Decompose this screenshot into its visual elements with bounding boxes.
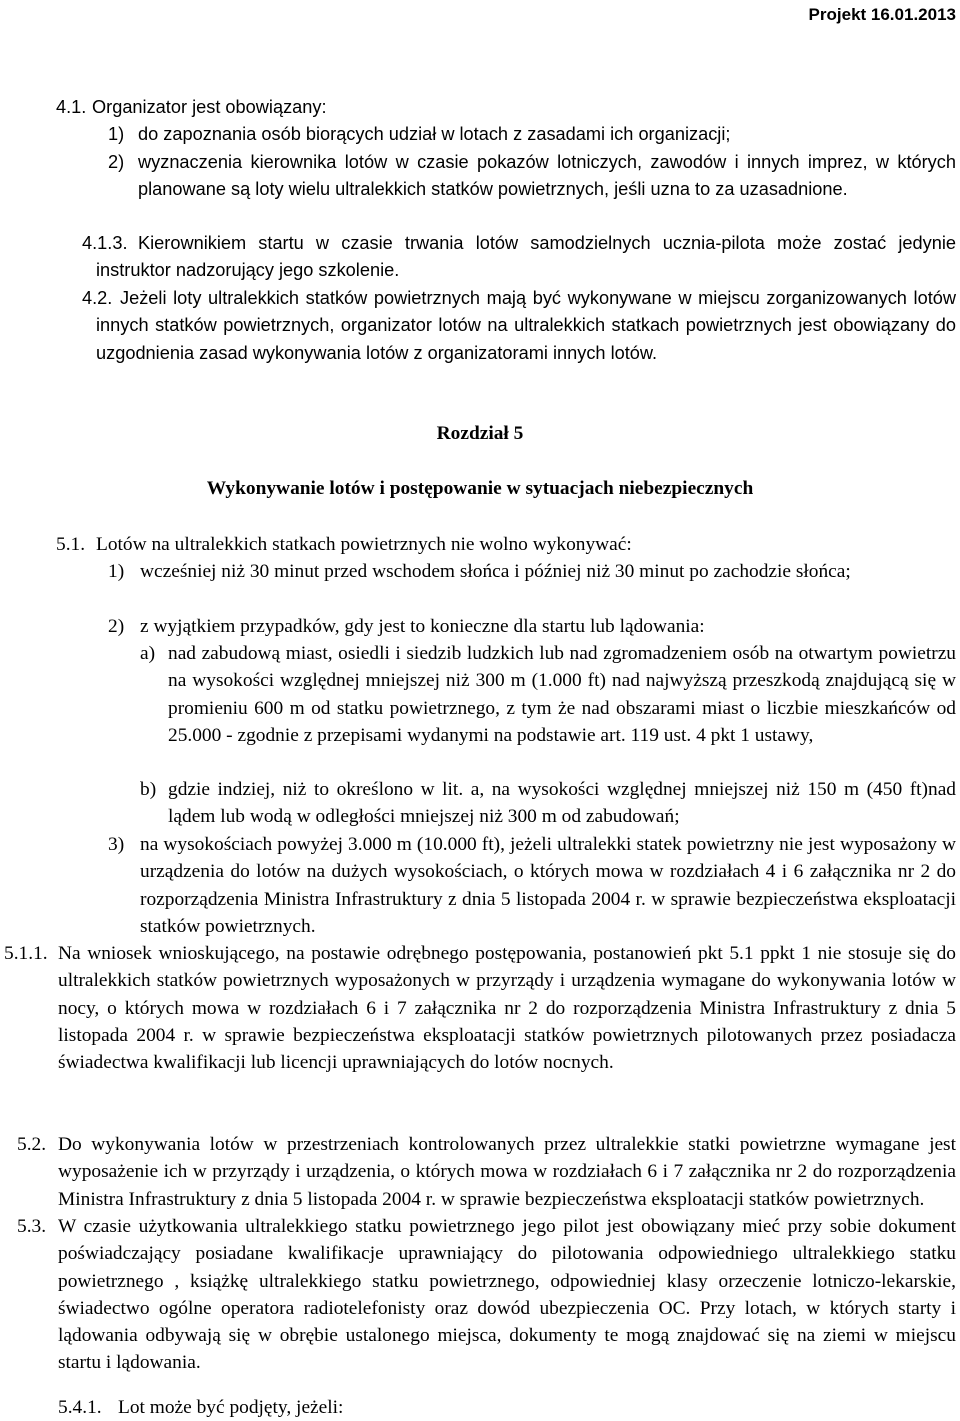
- section-5-1-item-a: nad zabudową miast, osiedli i siedzib ludzkich lub nad zgromadzeniem osób na otwartym powietrzu na wysokości względnej mniejszej niż 300 m (1.000 ft) nad najwyższą przeszkodą znajdującą się w promieniu 600 m od statku powietrznego, z tym że nad obszarami miast o liczbie mieszkańców od 25.000 - zgodnie z przepisami wydanymi na podstawie art. 119 ust. 4 pkt 1 ustawy,: [168, 643, 956, 746]
- section-5-1-item-3-number: 3): [108, 834, 125, 855]
- section-5-1-item-1-number: 1): [108, 561, 125, 582]
- project-header: Projekt 16.01.2013: [808, 5, 956, 24]
- section-5-1-item-1: wcześniej niż 30 minut przed wschodem słońca i później niż 30 minut po zachodzie słońca;: [140, 561, 851, 582]
- section-4-1-3-text: Kierownikiem startu w czasie trwania lotów samodzielnych ucznia-pilota może zostać jedynie instruktor nadzorujący jego szkolenie.: [96, 233, 956, 281]
- section-5-1-item-3: na wysokościach powyżej 3.000 m (10.000 ft), jeżeli ultralekki statek powietrzny nie jest wyposażony w urządzenia do lotów na dużych wysokościach, o których mowa w rozdziałach 4 i 6 załącznika nr 2 do rozporządzenia Ministra Infrastruktury z dnia 5 listopada 2004 r. w sprawie bezpieczeństwa eksploatacji statków powietrznych.: [140, 834, 956, 937]
- section-5-1-number: 5.1.: [56, 534, 86, 555]
- section-5-1-1-text: Na wniosek wnioskującego, na postawie odrębnego postępowania, postanowień pkt 5.1 ppkt 1 nie stosuje się do ultralekkich statków powietrznych wyposażonych w przyrządy i urządzenia wymagane do wykonywania lotów w nocy, o których mowa w rozdziałach 6 i 7 załącznika nr 2 do rozporządzenia Ministra Infrastruktury z dnia 5 listopada 2004 r. w sprawie bezpieczeństwa eksploatacji statków powietrznych pilotowanych przez posiadacza świadectwa kwalifikacji lub licencji uprawniających do lotów nocnych.: [58, 943, 956, 1074]
- section-5-1-item-b-number: b): [140, 779, 157, 800]
- section-5-4-1-number: 5.4.1.: [58, 1397, 102, 1418]
- section-4-2-text: Jeżeli loty ultralekkich statków powietrznych mają być wykonywane w miejscu zorganizowanych lotów innych statków powietrznych, organizator lotów na ultralekkich statkach powietrznych jest obowiązany do uzgodnienia zasad wykonywania lotów z organizatorami innych lotów.: [96, 288, 956, 363]
- section-4-1-item-2: wyznaczenia kierownika lotów w czasie pokazów lotniczych, zawodów i innych imprez, w których planowane są loty wielu ultralekkich statków powietrznych, jeśli uzna to za uzasadnione.: [138, 152, 956, 200]
- section-5-1-item-a-number: a): [140, 643, 156, 664]
- section-5-2-text: Do wykonywania lotów w przestrzeniach kontrolowanych przez ultralekkie statki powietrzne wymagane jest wyposażenie ich w przyrządy i urządzenia, o których mowa w rozdziałach 6 i 7 załącznika nr 2 do rozporządzenia Ministra Infrastruktury z dnia 5 listopada 2004 r. w sprawie bezpieczeństwa eksploatacji statków powietrznych.: [58, 1134, 956, 1210]
- section-5-4-1-text: Lot może być podjęty, jeżeli:: [118, 1397, 344, 1418]
- section-5-1-item-2-number: 2): [108, 616, 125, 637]
- section-5-1-intro: Lotów na ultralekkich statkach powietrznych nie wolno wykonywać:: [96, 534, 632, 555]
- section-4-1-number: 4.1.: [56, 97, 87, 117]
- section-5-1-item-2: z wyjątkiem przypadków, gdy jest to konieczne dla startu lub lądowania:: [140, 616, 705, 637]
- section-4-1-item-1: do zapoznania osób biorących udział w lotach z zasadami ich organizacji;: [138, 124, 731, 144]
- section-5-1-1-number: 5.1.1.: [4, 943, 48, 964]
- section-5-3-text: W czasie użytkowania ultralekkiego statku powietrznego jego pilot jest obowiązany mieć przy sobie dokument poświadczający posiadane kwalifikacje uprawniający do pilotowania odpowiedniego ultralekkiego statku powietrznego , książkę ultralekkiego statku powietrznego, odpowiedniej klasy orzeczenie lotniczo-lekarskie, świadectwo ogólne operatora radiotelefonisty oraz dowód ubezpieczenia OC. Przy lotach, w których starty i lądowania odbywają się w obrębie ustalonego miejsca, dokumenty te mogą znajdować się na ziemi w miejscu startu i lądowania.: [58, 1216, 956, 1374]
- section-4-2-number: 4.2.: [82, 288, 113, 308]
- section-4-1-item-2-number: 2): [108, 152, 125, 172]
- section-5-3-number: 5.3.: [17, 1216, 47, 1237]
- section-5-1-item-b: gdzie indziej, niż to określono w lit. a, na wysokości względnej mniejszej niż 150 m (450 ft)nad lądem lub wodą w odległości mniejszej niż 300 m od zabudowań;: [168, 779, 956, 828]
- chapter-title: Rozdział 5: [436, 423, 524, 444]
- chapter-subtitle: Wykonywanie lotów i postępowanie w sytuacjach niebezpiecznych: [206, 478, 754, 499]
- section-4-1-3-number: 4.1.3.: [82, 233, 128, 253]
- section-4-1-item-1-number: 1): [108, 124, 125, 144]
- section-5-2-number: 5.2.: [17, 1134, 47, 1155]
- section-4-1-intro: Organizator jest obowiązany:: [92, 97, 327, 117]
